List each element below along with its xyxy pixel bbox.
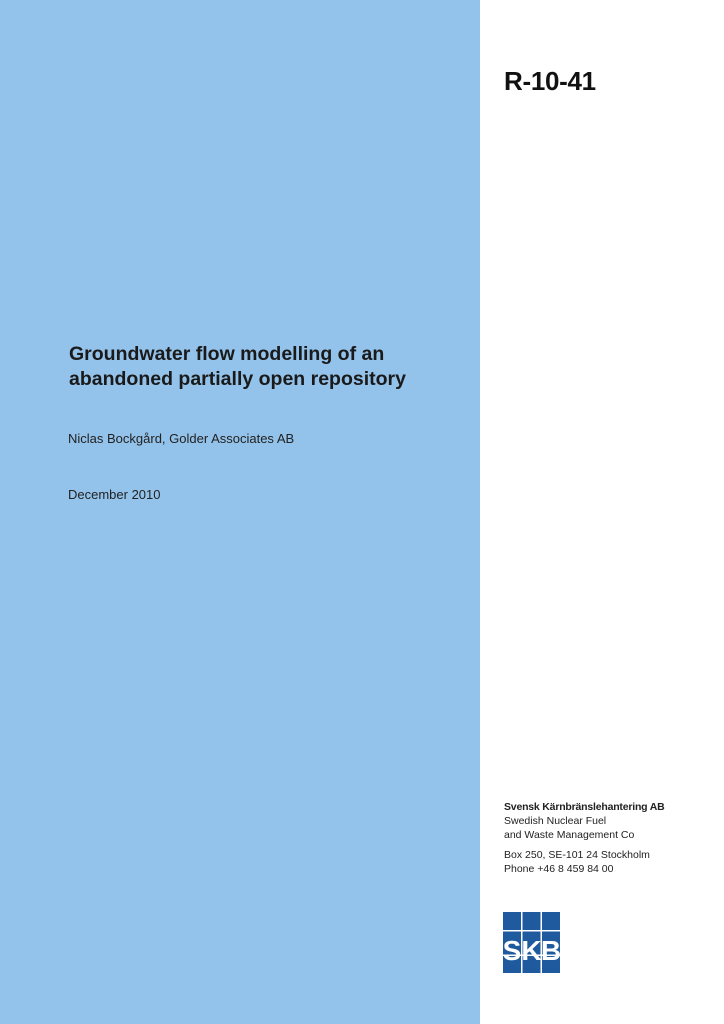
- report-author: Niclas Bockgård, Golder Associates AB: [68, 431, 295, 446]
- publisher-address: Box 250, SE-101 24 Stockholm: [504, 849, 650, 861]
- publisher-name: Svensk Kärnbränslehantering AB: [504, 801, 665, 813]
- publisher-english-name-line-1: Swedish Nuclear Fuel: [504, 815, 607, 827]
- svg-text:B: B: [540, 935, 560, 966]
- publisher-block: [504, 800, 714, 876]
- skb-logo: [503, 912, 560, 973]
- report-title-line-1: Groundwater flow modelling of an: [69, 343, 385, 365]
- skb-logo-icon: [503, 912, 560, 973]
- publisher-phone: Phone +46 8 459 84 00: [504, 863, 614, 875]
- publisher-english-name-line-2: and Waste Management Co: [504, 829, 635, 841]
- report-title: [69, 342, 469, 392]
- svg-text:S: S: [503, 935, 522, 966]
- report-date: December 2010: [68, 487, 161, 502]
- report-number: R-10-41: [504, 66, 596, 96]
- report-title-line-2: abandoned partially open repository: [69, 368, 406, 390]
- svg-text:K: K: [521, 935, 542, 966]
